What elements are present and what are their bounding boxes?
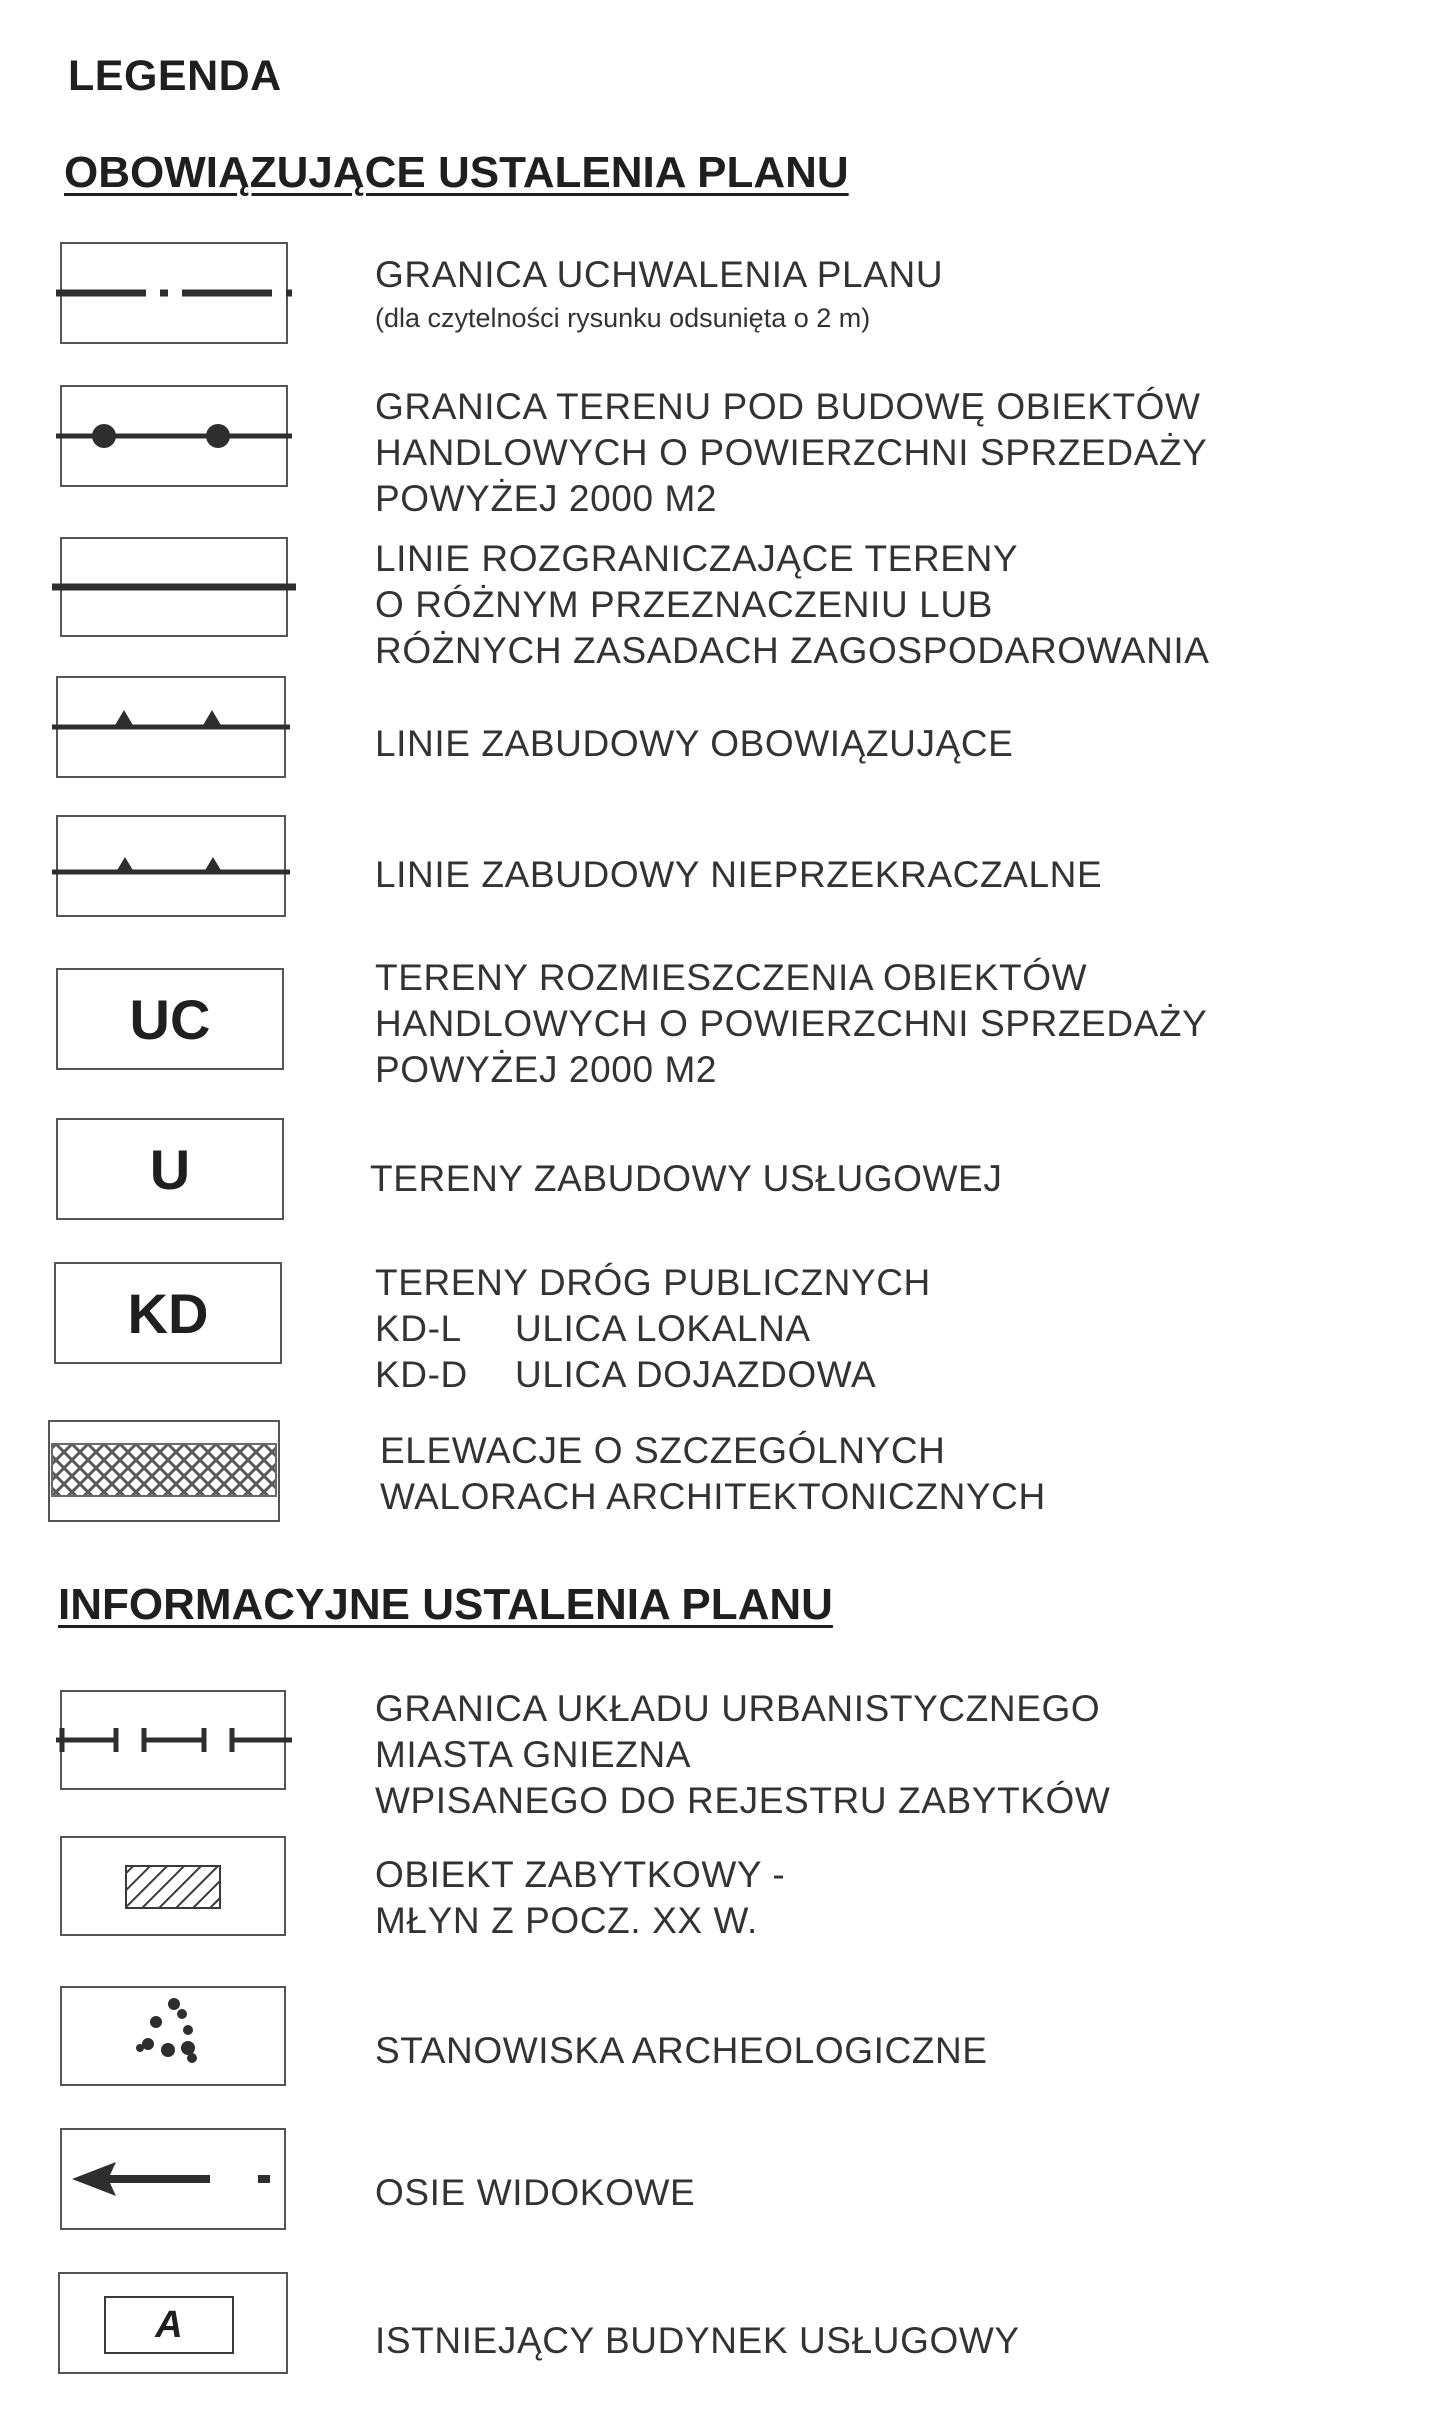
legend-text-line: OSIE WIDOKOWE — [375, 2172, 696, 2213]
retail-boundary-description — [375, 384, 1207, 522]
existing-building-description — [375, 2318, 1020, 2364]
u-symbol-box — [56, 1118, 284, 1220]
kd-code: KD-D — [375, 1354, 468, 1395]
kd-text: ULICA DOJAZDOWA — [515, 1354, 877, 1395]
legend-text-line: MIASTA GNIEZNA — [375, 1734, 692, 1775]
legend-text-line: POWYŻEJ 2000 M2 — [375, 478, 718, 519]
non-exceedable-building-description — [375, 852, 1102, 898]
plan-boundary-description — [375, 252, 943, 338]
view-axis-arrow-icon — [60, 2128, 286, 2230]
informative-section-heading: INFORMACYJNE USTALENIA PLANU — [58, 1580, 833, 1629]
legend-text-line: ELEWACJE O SZCZEGÓLNYCH — [380, 1430, 946, 1471]
view-axes-description — [375, 2170, 695, 2216]
legend-text-line: LINIE ZABUDOWY NIEPRZEKRACZALNE — [375, 854, 1103, 895]
legend-text-line: LINIE ZABUDOWY OBOWIĄZUJĄCE — [375, 723, 1014, 764]
legend-text-line: TERENY DRÓG PUBLICZNYCH — [375, 1262, 931, 1303]
monument-description — [375, 1852, 785, 1944]
legend-text-line: OBIEKT ZABYTKOWY - — [375, 1854, 786, 1895]
u-symbol-label: U — [149, 1137, 191, 1201]
dotted-boundary-line-icon — [60, 385, 288, 487]
crosshatch-elevation-icon — [48, 1420, 280, 1522]
legend-text-line: STANOWISKA ARCHEOLOGICZNE — [375, 2030, 988, 2071]
urban-layout-boundary-icon — [60, 1690, 286, 1790]
existing-building-icon — [58, 2272, 288, 2374]
legend-text-line: WALORACH ARCHITEKTONICZNYCH — [380, 1476, 1046, 1517]
architectural-elevations-description — [380, 1428, 1046, 1520]
legend-text-line: TERENY ROZMIESZCZENIA OBIEKTÓW — [375, 957, 1088, 998]
uc-symbol-label: UC — [129, 987, 211, 1051]
kd-subtype-row — [375, 1352, 931, 1398]
legend-text-line: O RÓŻNYM PRZEZNACZENIU LUB — [375, 584, 993, 625]
hatched-monument-icon — [60, 1836, 286, 1936]
legend-text-line: RÓŻNYCH ZASADACH ZAGOSPODAROWANIA — [375, 630, 1210, 671]
solid-demarcation-line-icon — [60, 537, 288, 637]
legend-text-line: TERENY ZABUDOWY USŁUGOWEJ — [370, 1158, 1003, 1199]
binding-section-heading: OBOWIĄZUJĄCE USTALENIA PLANU — [64, 148, 849, 197]
legend-text-line: LINIE ROZGRANICZAJĄCE TERENY — [375, 538, 1019, 579]
kd-symbol-box — [54, 1262, 282, 1364]
legend-text-line: GRANICA TERENU POD BUDOWĘ OBIEKTÓW — [375, 386, 1201, 427]
mandatory-building-description — [375, 721, 1013, 767]
archaeological-sites-icon — [60, 1986, 286, 2086]
uc-symbol-box — [56, 968, 284, 1070]
legend-text-line: HANDLOWYCH O POWIERZCHNI SPRZEDAŻY — [375, 432, 1208, 473]
dashed-boundary-line-icon — [60, 242, 288, 344]
urban-layout-description — [375, 1686, 1110, 1824]
archaeological-sites-description — [375, 2028, 988, 2074]
kd-subtype-row — [375, 1306, 931, 1352]
retail-areas-description — [375, 955, 1207, 1093]
building-symbol-label: A — [104, 2296, 234, 2354]
service-buildings-description — [370, 1156, 1002, 1202]
demarcation-description — [375, 536, 1210, 674]
kd-code: KD-L — [375, 1308, 462, 1349]
legend-text-line: WPISANEGO DO REJESTRU ZABYTKÓW — [375, 1780, 1111, 1821]
kd-text: ULICA LOKALNA — [515, 1308, 811, 1349]
legend-text-line: POWYŻEJ 2000 M2 — [375, 1049, 718, 1090]
legend-text-line: HANDLOWYCH O POWIERZCHNI SPRZEDAŻY — [375, 1003, 1208, 1044]
kd-symbol-label: KD — [127, 1281, 209, 1345]
legend-text-line: MŁYN Z POCZ. XX W. — [375, 1900, 758, 1941]
legend-text-line: GRANICA UCHWALENIA PLANU — [375, 254, 944, 295]
legend-text-line: ISTNIEJĄCY BUDYNEK USŁUGOWY — [375, 2320, 1020, 2361]
non-exceedable-building-line-icon — [56, 815, 286, 917]
mandatory-building-line-icon — [56, 676, 286, 778]
public-roads-description — [375, 1260, 931, 1398]
legend-title: LEGENDA — [68, 52, 282, 100]
legend-note: (dla czytelności rysunku odsunięta o 2 m) — [375, 303, 871, 333]
legend-text-line: GRANICA UKŁADU URBANISTYCZNEGO — [375, 1688, 1101, 1729]
